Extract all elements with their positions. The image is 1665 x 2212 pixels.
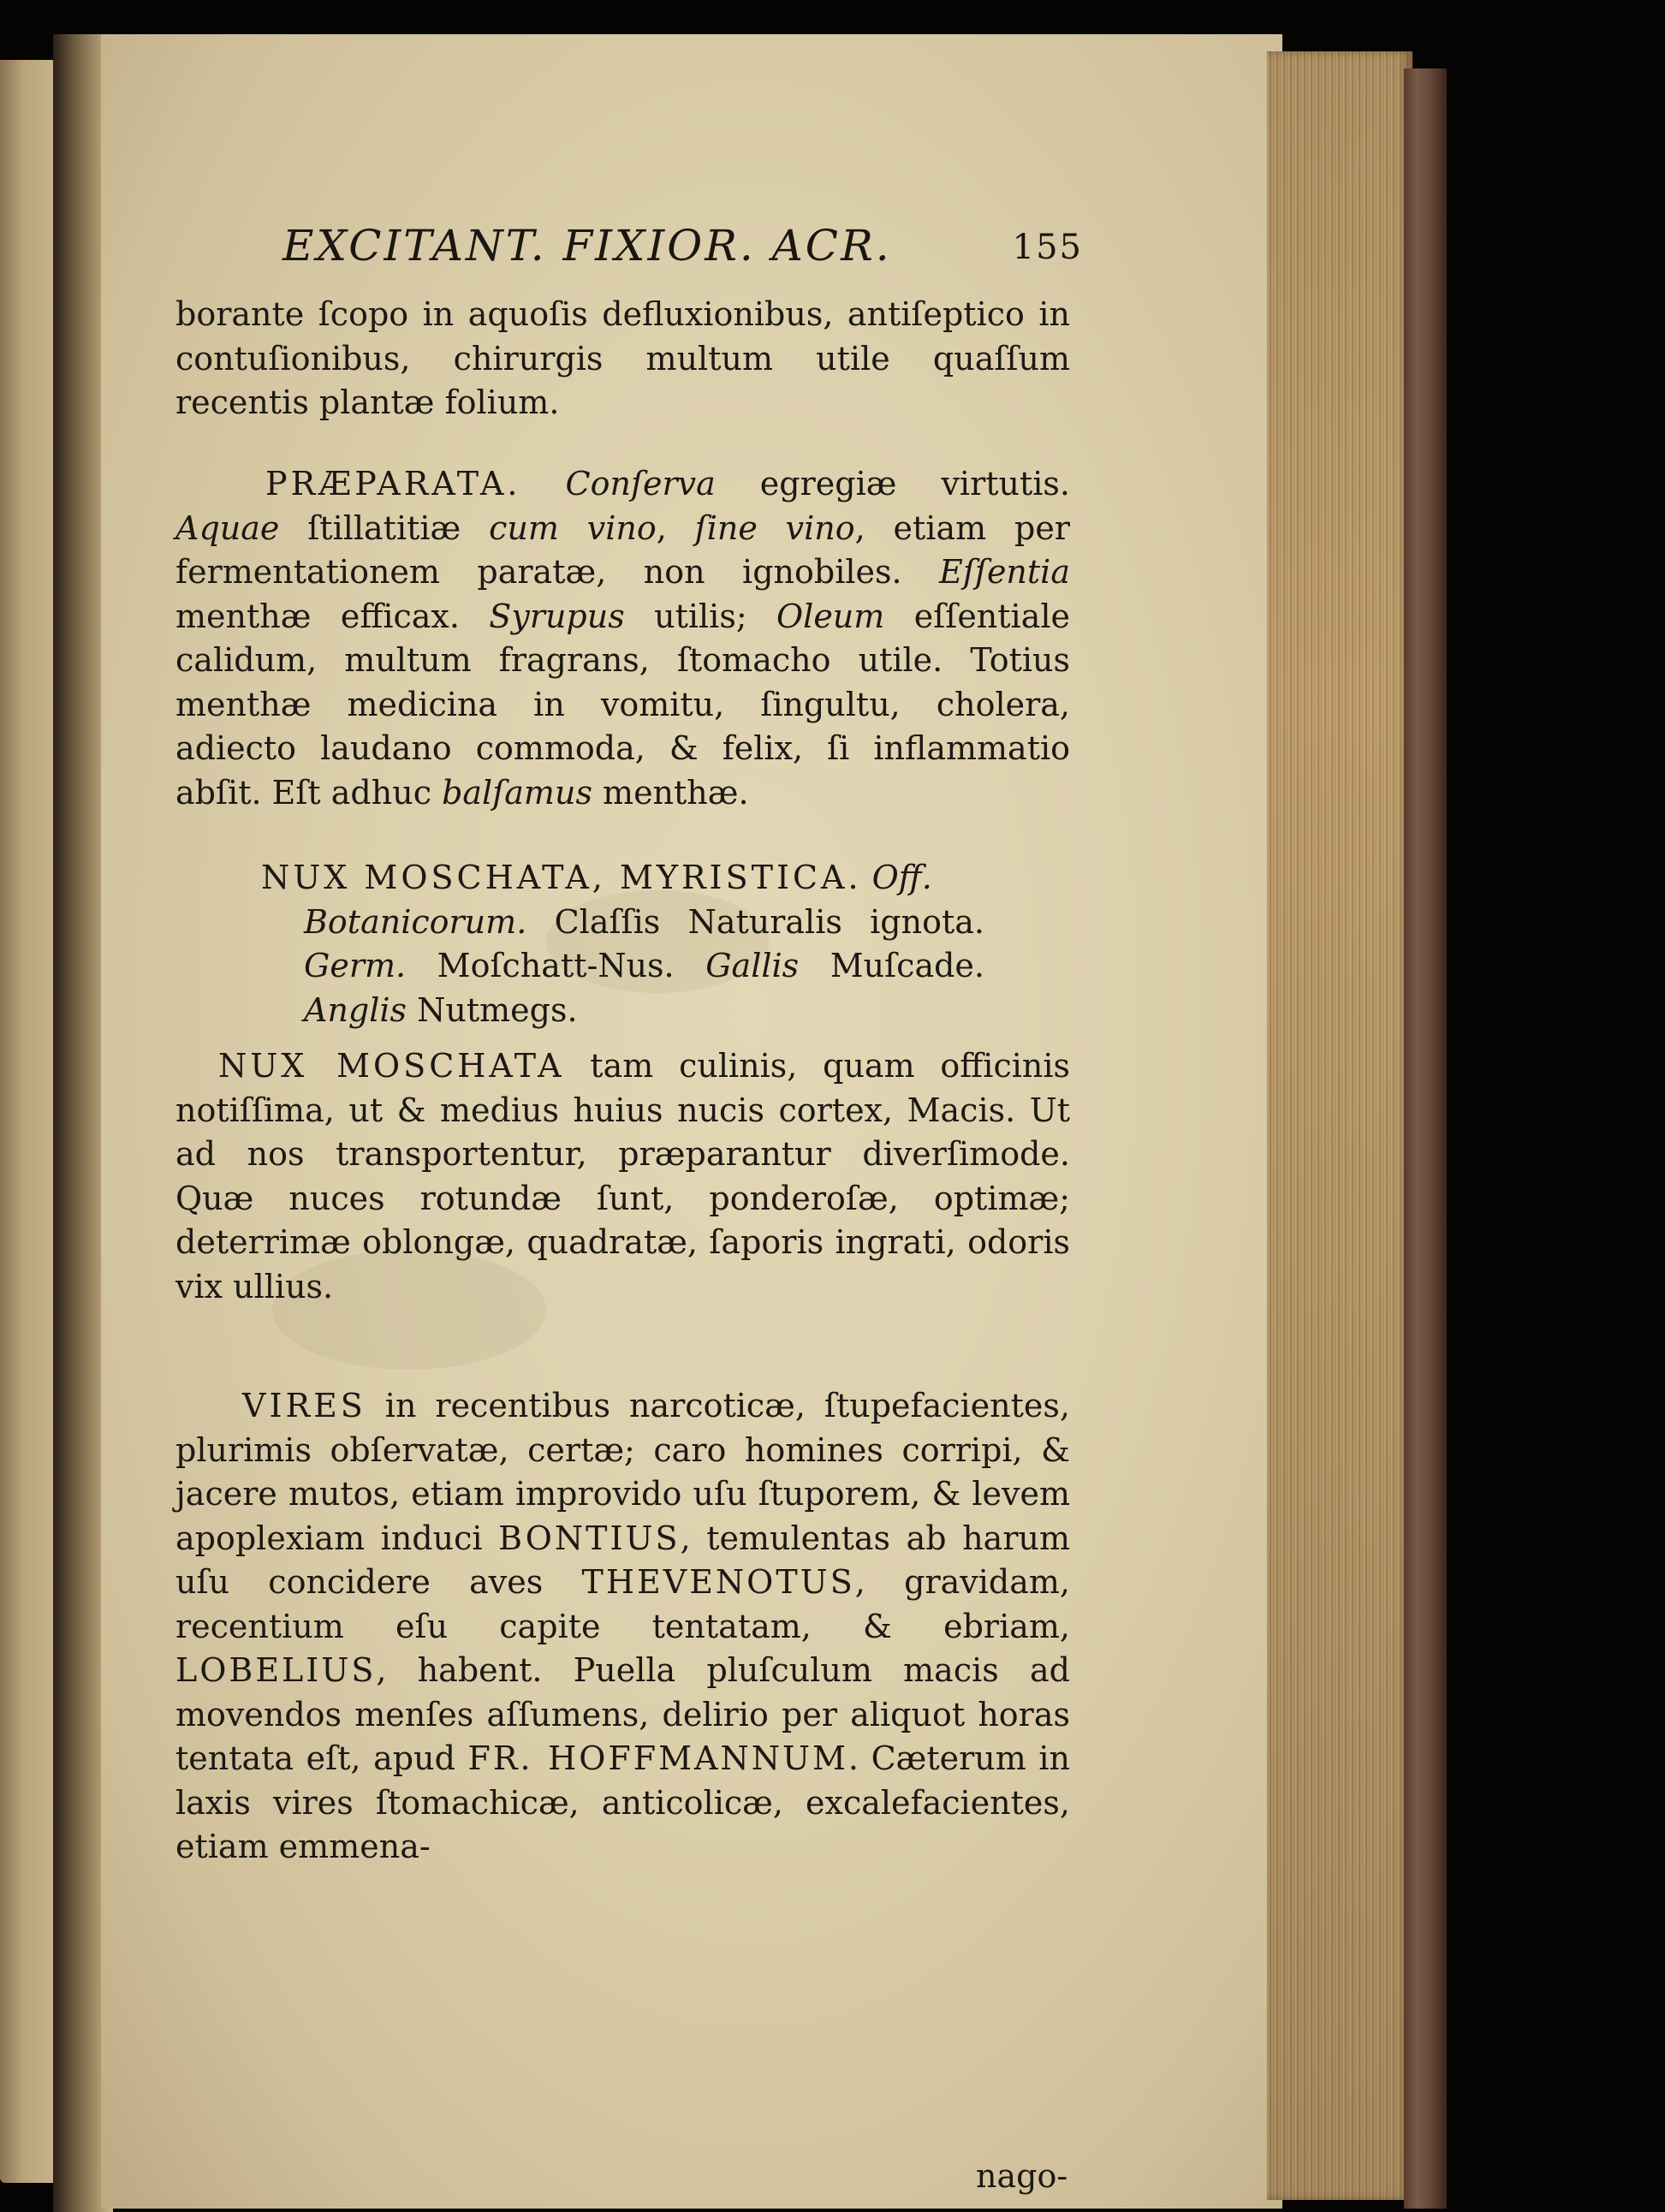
paragraph-text: tam culinis, quam officinis notiſſima, ut & medius huius nucis cortex, Macis. Ut ad nos transportentur, præparantur diverſimode. Quæ nuces rotundæ ſunt, ponderoſæ, optimæ; deterrimæ oblongæ, quadratæ, ſaporis ingrati, odoris vix ullius. bbox=[175, 1047, 1071, 1305]
paragraph-text: . Cæterum in laxis vires ſtomachicæ, anticolicæ, excalefacientes, etiam emmena- bbox=[175, 1739, 1070, 1865]
paragraph-text: menthæ. bbox=[592, 773, 749, 812]
term-gallis: Gallis bbox=[705, 947, 800, 984]
paragraph-text bbox=[521, 465, 566, 502]
book-cover-edge bbox=[1404, 68, 1447, 2209]
paragraph-text: eſſentiale calidum, multum fragrans, ſtomacho utile. Totius menthæ medicina in vomitu, ſingultu, cholera, adiecto laudano commoda, & felix, ſi inflammatio abſit. Eſt adhuc bbox=[175, 597, 1071, 812]
page-number: 155 bbox=[1012, 228, 1083, 267]
running-title: EXCITANT. FIXIOR. ACR. bbox=[282, 221, 892, 271]
term-essentia: Eſſentia bbox=[939, 553, 1070, 591]
author-thevenotus: THEVENOTUS bbox=[581, 1563, 855, 1601]
paragraph-text: borante ſcopo in aquoſis defluxionibus, antiſeptico in contuſionibus, chirurgis multum utile quaſſum recentis plantæ folium. bbox=[175, 295, 1070, 421]
paragraph-text: , habent. Puella pluſculum macis ad movendos menſes aſſumens, delirio per aliquot horas tentata eſt, apud bbox=[175, 1651, 1070, 1777]
paragraph-praeparata bbox=[175, 462, 1070, 815]
term-germ: Germ. bbox=[304, 947, 407, 984]
term-conserva: Conſerva bbox=[565, 465, 716, 502]
paragraph-continuation bbox=[175, 293, 1070, 425]
author-bontius: BONTIUS bbox=[498, 1519, 681, 1557]
term-aquae: Aquae bbox=[175, 508, 280, 547]
paragraph-text: in recentibus narcoticæ, ſtupefacientes, plurimis obſervatæ, certæ; caro homines corripi, & jacere mutos, etiam improvido uſu ſtuporem, & levem apoplexiam induci bbox=[175, 1387, 1070, 1557]
author-lobelius: LOBELIUS bbox=[175, 1651, 377, 1689]
author-hoffmannum: FR. HOFFMANNUM bbox=[467, 1739, 848, 1777]
paragraph-text: , etiam per fermentationem paratæ, non ignobiles. bbox=[175, 508, 1070, 591]
term-off: Off. bbox=[871, 859, 932, 896]
entry-heading: NUX MOSCHATA, MYRISTICA. bbox=[261, 859, 862, 896]
page-fore-edge bbox=[1267, 51, 1412, 2200]
entry-nux-moschata bbox=[175, 856, 984, 1032]
paragraph-heading: NUX MOSCHATA bbox=[218, 1047, 565, 1085]
paragraph-text: , gravidam, recentium eſu capite tentatam, & ebriam, bbox=[175, 1563, 1070, 1645]
term-botanicorum: Botanicorum. bbox=[304, 902, 527, 941]
term-cum-vino: cum vino bbox=[489, 508, 657, 547]
running-head bbox=[282, 221, 1083, 272]
term-sine-vino: ſine vino bbox=[694, 508, 855, 547]
paragraph-vires bbox=[175, 1384, 1070, 1870]
paragraph-nux-moschata bbox=[175, 1044, 1070, 1309]
catchword: nago- bbox=[976, 2157, 1068, 2195]
paragraph-text: Muſcade. bbox=[799, 947, 985, 984]
paragraph-text: ſtillatitiæ bbox=[279, 508, 490, 547]
section-heading: PRÆPARATA. bbox=[265, 465, 521, 502]
paragraph-text: , temulentas ab harum uſu concidere aves bbox=[175, 1519, 1070, 1601]
term-syrupus: Syrupus bbox=[489, 597, 625, 635]
paragraph-text: , bbox=[656, 508, 695, 547]
paragraph-text: Moſchatt-Nus. bbox=[406, 947, 706, 984]
facing-page-edge bbox=[0, 60, 60, 2183]
paragraph-text: utilis; bbox=[624, 597, 777, 635]
term-anglis: Anglis bbox=[304, 990, 407, 1029]
term-balsamus: balſamus bbox=[442, 773, 592, 812]
paragraph-text: Nutmegs. bbox=[407, 990, 578, 1029]
paragraph-text: Claſſis Naturalis ignota. bbox=[526, 902, 984, 941]
paragraph-text: menthæ efficax. bbox=[175, 597, 490, 635]
paragraph-heading: VIRES bbox=[242, 1387, 366, 1424]
term-oleum: Oleum bbox=[776, 597, 885, 635]
paragraph-text: egregiæ virtutis. bbox=[715, 465, 1070, 502]
